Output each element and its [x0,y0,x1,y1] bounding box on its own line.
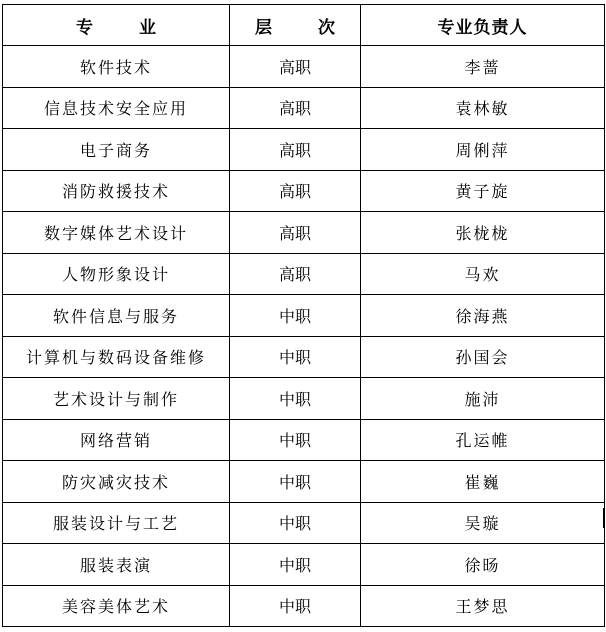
level-cell: 高职 [230,46,361,88]
head-cell: 施沛 [361,378,605,420]
level-cell: 高职 [230,87,361,129]
table-row [3,295,605,337]
major-cell: 信息技术安全应用 [3,87,230,129]
major-cell: 消防救援技术 [3,170,230,212]
major-cell: 服装表演 [3,544,230,586]
head-cell: 袁林敏 [361,87,605,129]
level-cell: 中职 [230,378,361,420]
head-cell: 李蔷 [361,46,605,88]
major-cell: 美容美体艺术 [3,585,230,627]
major-cell: 网络营销 [3,419,230,461]
header-head: 专业负责人 [361,5,605,46]
major-cell: 软件信息与服务 [3,295,230,337]
level-cell: 中职 [230,502,361,544]
head-cell: 王梦思 [361,585,605,627]
head-cell: 孙国会 [361,336,605,378]
major-cell: 艺术设计与制作 [3,378,230,420]
major-cell: 防灾减灾技术 [3,461,230,503]
table-row [3,253,605,295]
level-cell: 中职 [230,585,361,627]
table-row [3,336,605,378]
level-cell: 高职 [230,253,361,295]
table-edge-tick [603,508,604,528]
table-row [3,378,605,420]
head-cell: 崔巍 [361,461,605,503]
level-cell: 高职 [230,129,361,171]
level-cell: 中职 [230,461,361,503]
table-row [3,170,605,212]
table-row [3,461,605,503]
major-cell: 软件技术 [3,46,230,88]
table-row [3,585,605,627]
table-row [3,419,605,461]
table-row [3,544,605,586]
header-row [3,5,605,46]
major-cell: 数字媒体艺术设计 [3,212,230,254]
head-cell: 徐旸 [361,544,605,586]
majors-table [2,4,605,627]
head-cell: 徐海燕 [361,295,605,337]
header-major: 专 业 [3,5,230,46]
level-cell: 中职 [230,336,361,378]
table-row [3,502,605,544]
head-cell: 吴璇 [361,502,605,544]
table-row [3,87,605,129]
major-cell: 计算机与数码设备维修 [3,336,230,378]
level-cell: 中职 [230,419,361,461]
major-cell: 人物形象设计 [3,253,230,295]
level-cell: 中职 [230,295,361,337]
head-cell: 张栊栊 [361,212,605,254]
head-cell: 黄子旋 [361,170,605,212]
major-cell: 服装设计与工艺 [3,502,230,544]
table-row [3,129,605,171]
table-row [3,46,605,88]
level-cell: 中职 [230,544,361,586]
table-row [3,212,605,254]
header-level: 层 次 [230,5,361,46]
level-cell: 高职 [230,212,361,254]
head-cell: 周俐萍 [361,129,605,171]
level-cell: 高职 [230,170,361,212]
head-cell: 孔运帷 [361,419,605,461]
major-cell: 电子商务 [3,129,230,171]
head-cell: 马欢 [361,253,605,295]
